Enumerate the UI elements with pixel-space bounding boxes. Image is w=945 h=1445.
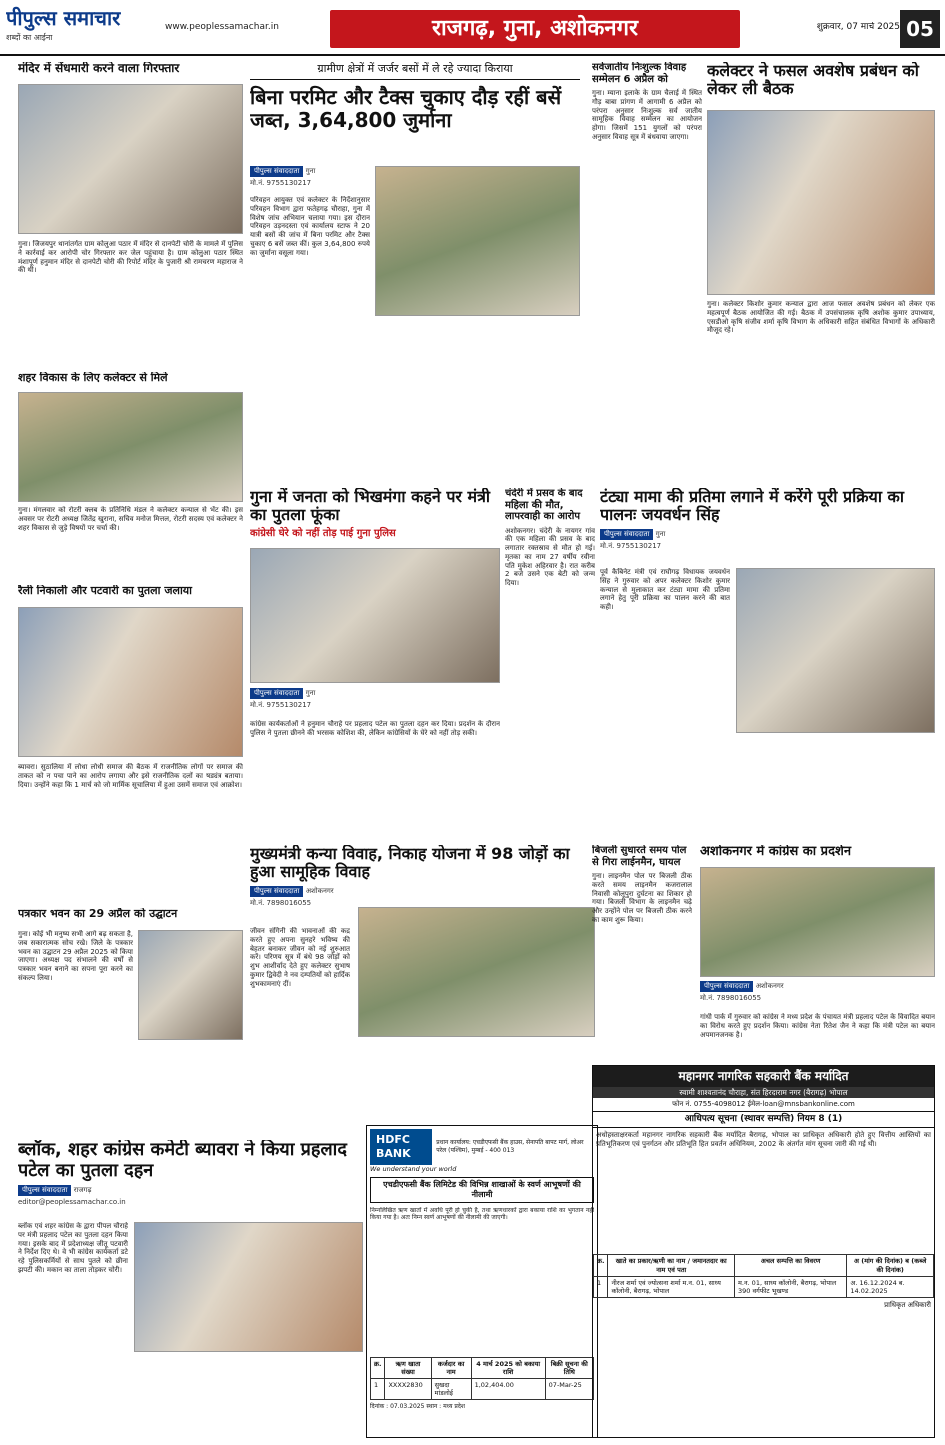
col-header: क्र.	[371, 1357, 385, 1378]
story-effigy-guna	[250, 488, 500, 843]
story-tantya-mama	[600, 488, 935, 843]
hdfc-auction-notice	[366, 1125, 598, 1438]
reporter-phone: मो.नं. 9755130217	[250, 700, 312, 709]
photo-rally	[18, 607, 243, 757]
story-body: ब्यावरा। सुठालिया में लोधा लोधी समाज की बैठक में राजनीतिक लोगों पर समाज की ताकत को न पचा पाने का आरोप लगाया और इसे राजनीतिक दलों का षड्यंत्र बताया। दिया। उन्होंने कहा कि 1 मार्च को जो मार्मिक सूचालिया में हुआ उसमें समाज एवं आक्रोश।	[18, 763, 243, 789]
photo-jaivardhan-meeting	[736, 568, 935, 733]
officer-sign: प्राधिकृत अधिकारी	[884, 1300, 931, 1309]
reporter-phone: मो.नं. 7898016055	[250, 898, 312, 907]
hdfc-tagline: We understand your world	[370, 1164, 457, 1173]
story-body: गुना। कोई भी मनुष्य सभी आगे बढ़ सकता है, जब सकारात्मक सोच रखे। जिले के पत्रकार भवन का उद्घाटन 29 अप्रैल 2025 को किया जाएगा। अध्यक्ष पद संभालने की वर्षों से पत्रकार भवन बनाने का सपना पूरा करने का संकल्प लिया।	[18, 930, 133, 982]
hdfc-sign: दिनांक : 07.03.2025 स्थान : मध्य प्रदेश	[370, 1403, 466, 1411]
byline: पीपुल्स संवाददाता	[250, 886, 303, 897]
website-url[interactable]: www.peoplessamachar.in	[165, 22, 279, 32]
headline: पत्रकार भवन का 29 अप्रैल को उद्घाटन	[18, 908, 178, 920]
byline-place: अशोकनगर	[755, 982, 784, 990]
edition-date: शुक्रवार, 07 मार्च 2025	[816, 22, 900, 32]
hdfc-address: प्रधान कार्यालय: एचडीएफसी बैंक हाउस, सेनापति बापट मार्ग, लोअर परेल (पश्चिम), मुम्बई - 400 013	[436, 1139, 584, 1154]
story-bus-seized	[250, 62, 580, 482]
photo-police-arrest	[18, 84, 243, 234]
byline-place: गुना	[655, 529, 666, 538]
col-header: 4 मार्च 2025 को बकाया राशि	[471, 1357, 545, 1378]
bank-address: स्वामी शाश्वतानंद चौराहा, संत हिरदाराम नगर (बैरागढ़) भोपाल	[593, 1087, 934, 1098]
col-header: ऋण खाता संख्या	[385, 1357, 431, 1378]
hdfc-table	[370, 1357, 594, 1401]
headline: सर्वजातीय निःशुल्क विवाह सम्मेलन 6 अप्रैल को	[592, 62, 687, 85]
reporter-phone: मो.नं. 7898016055	[700, 993, 762, 1002]
subheadline: कांग्रेसी घेरे को नहीं तोड़ पाई गुना पुलिस	[250, 527, 396, 539]
byline-place: गुना	[305, 167, 316, 175]
photo-congress-protest	[700, 867, 935, 977]
col-header: बिक्री सूचना की तिथि	[545, 1357, 593, 1378]
hdfc-title: एचडीएफसी बैंक लिमिटेड की विभिन्न शाखाओं के स्वर्ण आभूषणों की नीलामी	[370, 1177, 594, 1203]
col-header: खाते का प्रकार/ऋणी का नाम / जमानतदार का नाम एवं पता	[608, 1255, 735, 1276]
byline-place: गुना	[305, 689, 316, 697]
photo-wedding-couples	[358, 907, 595, 1037]
col-header: कर्जदार का नाम	[431, 1357, 471, 1378]
photo-seized-bus	[375, 166, 580, 316]
story-body: गुना। मंगलवार को रोटरी क्लब के प्रतिनिधि मंडल ने कलेक्टर कन्याल से भेंट की। इस अवसर पर रोटरी अध्यक्ष जितेंद्र खुराना, सचिव मनोज मित्तल, रोटरी सदस्य एवं कलेक्टर ने शहर विकास से जुड़े विषयों पर चर्चा की।	[18, 506, 243, 532]
story-body: परिवहन आयुक्त एवं कलेक्टर के निर्देशानुसार परिवहन विभाग द्वारा फतेहगढ़ चौराहा, गुना में विशेष जांच अभियान चलाया गया। इस दौरान परिवहन उड़नदस्ता एवं कार्यालय स्टाफ ने 20 यात्री बसों की जांच में बिना परमिट और टैक्स चुकाए 6 बसें जब्त कीं। कुल 3,64,800 रुपये का जुर्माना वसूला गया।	[250, 196, 370, 257]
photo-meeting-hall	[707, 110, 935, 295]
table-row: 1 नीरज शर्मा एवं ज्योत्सना शर्मा म.न. 01, साध्य कॉलोनी, बैरागढ़, भोपाल म.न. 01, साध्य कॉलोनी, बैरागढ़, भोपाल 390 वर्गफीट भूखण्ड अ. 16.12.2024 ब. 14.02.2025	[594, 1276, 934, 1297]
byline-place: राजगढ़	[73, 1186, 92, 1195]
story-temple-theft	[18, 62, 243, 392]
photo-collector-meeting	[18, 392, 243, 502]
headline: ब्लॉक, शहर कांग्रेस कमेटी ब्यावरा ने किया प्रहलाद पटेल का पुतला दहन	[18, 1140, 347, 1181]
notice-body: अधोहस्ताक्षरकर्ता महानगर नागरिक सहकारी बैंक मर्यादित बैरागढ़, भोपाल का प्राधिकृत अधिकारी होते हुए वित्तीय आस्तियों का प्रतिभूतिकरण एवं पुनर्गठन और प्रतिभूति हित प्रवर्तन अधिनियम, 2002 के अंतर्गत मांग सूचना जारी की गई थी।	[596, 1131, 931, 1149]
story-mass-wedding	[250, 845, 595, 1120]
col-header: अ (मांग की दिनांक) ब (कब्जे की दिनांक)	[847, 1255, 934, 1276]
byline: पीपुल्स संवाददाता	[250, 166, 303, 177]
byline-place: अशोकनगर	[305, 886, 334, 895]
reporter-phone: मो.नं. 9755130217	[250, 178, 312, 187]
story-rally	[18, 585, 243, 905]
col-header: क्र.	[594, 1255, 608, 1276]
story-body: गांधी पार्क में गुरुवार को कांग्रेस ने मध्य प्रदेश के पंचायत मंत्री प्रहलाद पटेल के विवादित बयान का विरोध करते हुए प्रदर्शन किया। कांग्रेस नेता रितेश जैन ने कहा कि मंत्री पटेल का बयान अपमानजनक है।	[700, 1013, 935, 1039]
photo-press-building	[138, 930, 243, 1040]
story-ashoknagar-protest	[700, 845, 935, 1060]
story-body: कांग्रेस कार्यकर्ताओं ने हनुमान चौराहे पर प्रहलाद पटेल का पुतला दहन कर दिया। प्रदर्शन के दौरान पुलिस ने पुतला छीनने की भरसक कोशिश की, लेकिन कांग्रेसियों के घेरे को नहीं तोड़ सकी।	[250, 720, 500, 737]
headline: शहर विकास के लिए कलेक्टर से मिले	[18, 372, 168, 384]
byline: पीपुल्स संवाददाता	[600, 529, 653, 540]
story-body: जीवन संगिनी की भावनाओं की कद्र करते हुए अपना सुनहरे भविष्य की बेहतर बनाकर जीवन को नई शुरुआत करें। परिणय सूत्र में बंधे 98 जोड़ों को शुभ आशीर्वाद देते हुए कलेक्टर सुभाष कुमार द्विवेदी ने नव दम्पतियों को हार्दिक शुभकामनाएं दीं।	[250, 927, 350, 988]
page-number: 05	[900, 10, 940, 48]
story-body: ब्लॉक एवं शहर कांग्रेस के द्वारा पीपल चौराहे पर मंत्री प्रहलाद पटेल का पुतला दहन किया गया। इसके बाद में प्रदेशाध्यक्ष जीतू पटवारी ने निर्देश दिए थे। वे भी कांग्रेस कार्यकर्ता डटे रहे पुलिसकर्मियों से साथ पुतले को छीना झपटी की। मकान का ताला तोड़कर चोरी।	[18, 1222, 128, 1274]
kicker: ग्रामीण क्षेत्रों में जर्जर बसों में ले रहे ज्यादा किराया	[250, 62, 580, 80]
photo-effigy-burning	[134, 1222, 363, 1352]
photo-police-water	[250, 548, 500, 683]
headline: मंदिर में सेंधमारी करने वाला गिरफ्तार	[18, 62, 180, 75]
bank-name: महानगर नागरिक सहकारी बैंक मर्यादित	[593, 1066, 934, 1087]
story-body: अशोकनगर। चंदेरी के नायगर गांव की एक महिला की प्रसव के बाद लगातार रक्तस्राव से मौत हो गई। मृतका का नाम 27 वर्षीय रवीना पति मुकेश अहिरवार है। रात करीब 2 बजे उसने एक बेटी को जन्म दिया।	[505, 526, 595, 587]
headline: चंदेरी में प्रसव के बाद महिला की मौत, लापरवाही का आरोप	[505, 488, 583, 522]
editor-email[interactable]: editor@peoplessamachar.co.in	[18, 1198, 126, 1207]
newspaper-logo: पीपुल्स समाचार शब्दों का आईना	[6, 6, 121, 42]
story-chanderi	[505, 488, 595, 843]
masthead	[0, 0, 945, 56]
headline: गुना में जनता को भिखमंगा कहने पर मंत्री का पुतला फूंका	[250, 488, 491, 525]
story-body: गुना। म्याना इलाके के ग्राम चैलाई में स्थित गौड़ बाबा प्रांगण में आगामी 6 अप्रैल को परंपरा अनुसार निःशुल्क सर्व जातीय सामूहिक विवाह सम्मेलन का आयोजन होगा। जिसमें 151 युगलों को परंपरा अनुसार विवाह सूत्र में बंधवाया जाएगा।	[592, 89, 702, 141]
hdfc-logo: HDFC BANK	[370, 1129, 432, 1165]
story-body: गुना। जिजयपुर थानांतर्गत ग्राम कोलुआ पठार में मंदिर से दानपेटी चोरी के मामले में पुलिस ने कार्रवाई कर आरोपी चोर गिरफ्तार कर जेल पहुंचाया है। ग्राम कोलुआ पठार स्थित मंशापूर्ण हनुमान मंदिर से दानपेटी चोरी की रिपोर्ट मंदिर के पुजारी श्री रामचरण महाराज ने की थी।	[18, 240, 243, 275]
hdfc-body: निम्नलिखित ऋण खातों में अवधि पूरी हो चुकी है, तथा ऋणधारकों द्वारा बकाया राशि का भुगतान नहीं किया गया है। अतः निम्न स्वर्ण आभूषणों की नीलामी की जाएगी।	[370, 1206, 594, 1222]
story-body: पूर्व कैबिनेट मंत्री एवं राघौगढ़ विधायक जयवर्धन सिंह ने गुरुवार को अपर कलेक्टर किशोर कुमार कन्याल से मुलाकात कर टंट्या मामा की प्रतिमा लगाने हेतु पूरी प्रक्रिया का पालन करने की बात कही।	[600, 568, 730, 611]
reporter-phone: मो.नं. 9755130217	[600, 541, 662, 550]
section-title: राजगढ़, गुना, अशोकनगर	[330, 10, 740, 48]
story-free-wedding	[592, 62, 702, 482]
headline: मुख्यमंत्री कन्या विवाह, निकाह योजना में 98 जोड़ों का हुआ सामूहिक विवाह	[250, 845, 570, 882]
headline: रैली निकाली और पटवारी का पुतला जलाया	[18, 585, 193, 597]
headline: टंट्या मामा की प्रतिमा लगाने में करेंगे पूरी प्रक्रिया का पालनः जयवर्धन सिंह	[600, 488, 904, 525]
byline: पीपुल्स संवाददाता	[18, 1185, 71, 1196]
bank-possession-notice	[592, 1065, 935, 1438]
story-collector-city	[18, 372, 243, 582]
headline: बिजली सुधारते समय पोल से गिरा लाईनमैन, घायल	[592, 845, 687, 868]
story-body: गुना। कलेक्टर किशोर कुमार कन्याल द्वारा आज फसल अवशेष प्रबंधन को लेकर एक महत्वपूर्ण बैठक आयोजित की गई। बैठक में उपसंचालक कृषि अशोक कुमार उपाध्याय, एसडीओ कृषि संजीव शर्मा कृषि विभाग के अधिकारी सहित संबंधित विभागों के अधिकारी मौजूद रहे।	[707, 300, 935, 335]
notice-title: आधिपत्य सूचना (स्थावर सम्पत्ति) नियम 8 (1)	[593, 1111, 934, 1128]
possession-table	[593, 1254, 934, 1298]
story-press-bhawan	[18, 908, 243, 1138]
story-crop-residue	[707, 62, 935, 482]
byline: पीपुल्स संवाददाता	[700, 981, 753, 992]
headline: अशोकनगर में कांग्रेस का प्रदर्शन	[700, 845, 852, 859]
byline: पीपुल्स संवाददाता	[250, 688, 303, 699]
headline: बिना परमिट और टैक्स चुकाए दौड़ रहीं बसें जब्त, 3,64,800 जुर्माना	[250, 84, 562, 132]
story-effigy-byawara	[18, 1140, 363, 1438]
table-row: 1 XXXX2830 सुखदा मांडलोई 1,02,404.00 07-Mar-25	[371, 1378, 594, 1399]
headline: कलेक्टर ने फसल अवशेष प्रबंधन को लेकर ली बैठक	[707, 62, 919, 99]
bank-contact: फोन नं. 0755-4098012 ईमेल-loan@mnsbankonline.com	[672, 1100, 855, 1109]
col-header: अचल सम्पत्ति का विवरण	[734, 1255, 846, 1276]
story-body: गुना। लाइनमैन पोल पर बिजली ठीक करते समय लाइनमैन कजरालाल निवासी कोलूपुरा दुर्घटना का शिकार हो गया। बिजली विभाग के लाइनमैन चढ़े और उन्होंने पोल पर बिजली ठीक करने का काम शुरू किया।	[592, 872, 692, 924]
